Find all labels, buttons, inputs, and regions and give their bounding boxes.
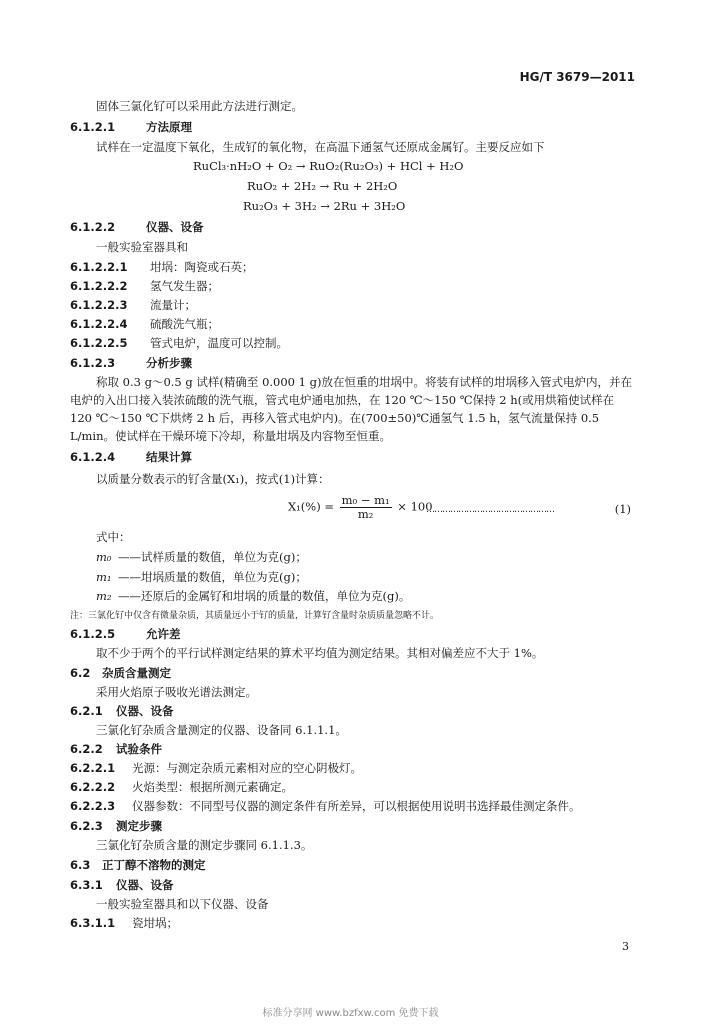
section-6-1-2-5 [70, 626, 181, 642]
equipment-intro: 一般实验室器具和 [96, 240, 188, 254]
list-item [70, 915, 178, 931]
item-text: 氢气发生器； [150, 279, 219, 293]
section-title: 正丁醇不溶物的测定 [102, 858, 206, 872]
section-6-2-2 [70, 741, 162, 757]
formula-1 [288, 494, 433, 521]
item-number: 6.1.2.2.5 [70, 336, 128, 350]
section-number: 6.1.2.2 [70, 220, 116, 234]
page-number: 3 [622, 940, 629, 953]
list-item [70, 316, 219, 332]
section-title: 结果计算 [146, 450, 192, 464]
section-6-2-1 [70, 703, 174, 719]
formula-number: (1) [614, 502, 631, 516]
section-6-2-3 [70, 818, 162, 834]
item-text: 流量计； [150, 298, 196, 312]
list-item [70, 259, 254, 275]
principle-text: 试样在一定温度下氧化，生成钌的氧化物，在高温下通氢气还原成金属钌。主要反应如下 [96, 140, 545, 154]
item-number: 6.1.2.2.3 [70, 298, 128, 312]
list-item [70, 297, 196, 313]
section-6-1-2-1 [70, 119, 192, 135]
formula-denominator: m₂ [357, 507, 374, 521]
item-text: 光源：与测定杂质元素相对应的空心阴极灯。 [132, 761, 362, 775]
section-6-3-1 [70, 877, 174, 893]
list-item [70, 760, 362, 776]
section-title: 分析步骤 [146, 356, 192, 370]
section-number: 6.2.2 [70, 742, 103, 756]
section-number: 6.3.1 [70, 878, 103, 892]
variable-definition [96, 569, 307, 585]
item-text: 硫酸洗气瓶； [150, 317, 219, 331]
where-label: 式中： [96, 530, 131, 544]
section-number: 6.2.3 [70, 819, 103, 833]
variable-text: ——试样质量的数值，单位为克(g)； [118, 550, 307, 564]
section-title: 试验条件 [116, 742, 162, 756]
reaction-equation-3: Ru₂O₃ + 3H₂ → 2Ru + 3H₂O [243, 199, 406, 213]
section-title: 方法原理 [146, 120, 192, 134]
variable-symbol: m₂ [96, 589, 112, 603]
section-6-3 [70, 857, 206, 873]
document-code: HG/T 3679—2011 [519, 70, 635, 84]
section-title: 杂质含量测定 [102, 666, 171, 680]
list-item [70, 278, 219, 294]
reaction-equation-2: RuO₂ + 2H₂ → Ru + 2H₂O [247, 179, 398, 193]
intro-text: 固体三氯化钌可以采用此方法进行测定。 [96, 99, 303, 113]
item-text: 仪器参数：不同型号仪器的测定条件有所差异，可以根据使用说明书选择最佳测定条件。 [132, 799, 581, 813]
variable-definition [96, 588, 410, 604]
footer-watermark: 标准分享网 www.bzfxw.com 免费下载 [262, 1008, 439, 1019]
section-6-1-2-4 [70, 449, 192, 465]
list-item [70, 779, 293, 795]
note-text: 注：三氯化钌中仅含有微量杂质，其质量远小于钌的质量，计算钌含量时杂质质量忽略不计。 [70, 611, 440, 621]
section-6-1-2-2 [70, 219, 204, 235]
section-number: 6.2 [70, 666, 91, 680]
impurity-method-text: 采用火焰原子吸收光谱法测定。 [96, 685, 257, 699]
section-number: 6.2.1 [70, 704, 103, 718]
section-number: 6.1.2.4 [70, 450, 116, 464]
list-item [70, 798, 581, 814]
insolubles-equipment-intro: 一般实验室器具和以下仪器、设备 [96, 897, 269, 911]
variable-text: ——坩埚质量的数值，单位为克(g)； [118, 570, 307, 584]
item-number: 6.1.2.2.2 [70, 279, 128, 293]
item-text: 坩埚：陶瓷或石英； [150, 260, 254, 274]
section-6-2 [70, 665, 171, 681]
item-text: 火焰类型：根据所测元素确定。 [132, 780, 293, 794]
variable-text: ——还原后的金属钌和坩埚的质量的数值，单位为克(g)。 [118, 589, 411, 603]
section-number: 6.3 [70, 858, 91, 872]
section-number: 6.1.2.5 [70, 627, 116, 641]
item-number: 6.2.2.3 [70, 799, 116, 813]
formula-fraction [340, 494, 392, 521]
allowable-difference-text: 取不少于两个的平行试样测定结果的算术平均值为测定结果。其相对偏差应不大于 1%。 [96, 646, 544, 660]
section-title: 仪器、设备 [116, 878, 174, 892]
reaction-equation-1: RuCl₃·nH₂O + O₂ → RuO₂(Ru₂O₃) + HCl + H₂O [193, 159, 464, 173]
variable-symbol: m₁ [96, 570, 112, 584]
formula-lhs: X₁(%) = [288, 499, 334, 514]
variable-symbol: m₀ [96, 550, 112, 564]
section-title: 允许差 [146, 627, 181, 641]
calculation-intro: 以质量分数表示的钌含量(X₁)，按式(1)计算： [96, 472, 330, 486]
item-number: 6.1.2.2.1 [70, 260, 128, 274]
list-item [70, 335, 288, 351]
analysis-steps-paragraph: 称取 0.3 g～0.5 g 试样(精确至 0.000 1 g)放在恒重的坩埚中。将装有试样的坩埚移入管式电炉内，并在电炉的入出口接入装浓硫酸的洗气瓶，管式电炉通电加热，在 120 ℃～150 ℃保持 2 h(或用烘箱使试样在 120 ℃～150 ℃下烘烤 2 h 后，再移入管式电炉内)。在(700±50)℃通氢气 1.5 h，氢气流量保持 0.5 L/min。使试样在干燥环境下冷却，称量坩埚及内容物至恒重。 [70, 375, 632, 443]
section-title: 仪器、设备 [146, 220, 204, 234]
section-number: 6.1.2.3 [70, 356, 116, 370]
item-number: 6.2.2.1 [70, 761, 116, 775]
section-title: 仪器、设备 [116, 704, 174, 718]
section-title: 测定步骤 [116, 819, 162, 833]
item-text: 管式电炉，温度可以控制。 [150, 336, 288, 350]
formula-leader-dots: ………………………………………… [426, 505, 554, 515]
item-text: 瓷坩埚； [132, 916, 178, 930]
formula-rhs: × 100 [397, 499, 433, 514]
item-number: 6.3.1.1 [70, 916, 116, 930]
variable-definition [96, 549, 307, 565]
formula-numerator: m₀ − m₁ [341, 493, 390, 507]
item-number: 6.2.2.2 [70, 780, 116, 794]
section-6-1-2-3 [70, 355, 192, 371]
item-number: 6.1.2.2.4 [70, 317, 128, 331]
impurity-steps-text: 三氯化钌杂质含量的测定步骤同 6.1.1.3。 [96, 838, 313, 852]
section-number: 6.1.2.1 [70, 120, 116, 134]
impurity-equipment-text: 三氯化钌杂质含量测定的仪器、设备同 6.1.1.1。 [96, 723, 347, 737]
